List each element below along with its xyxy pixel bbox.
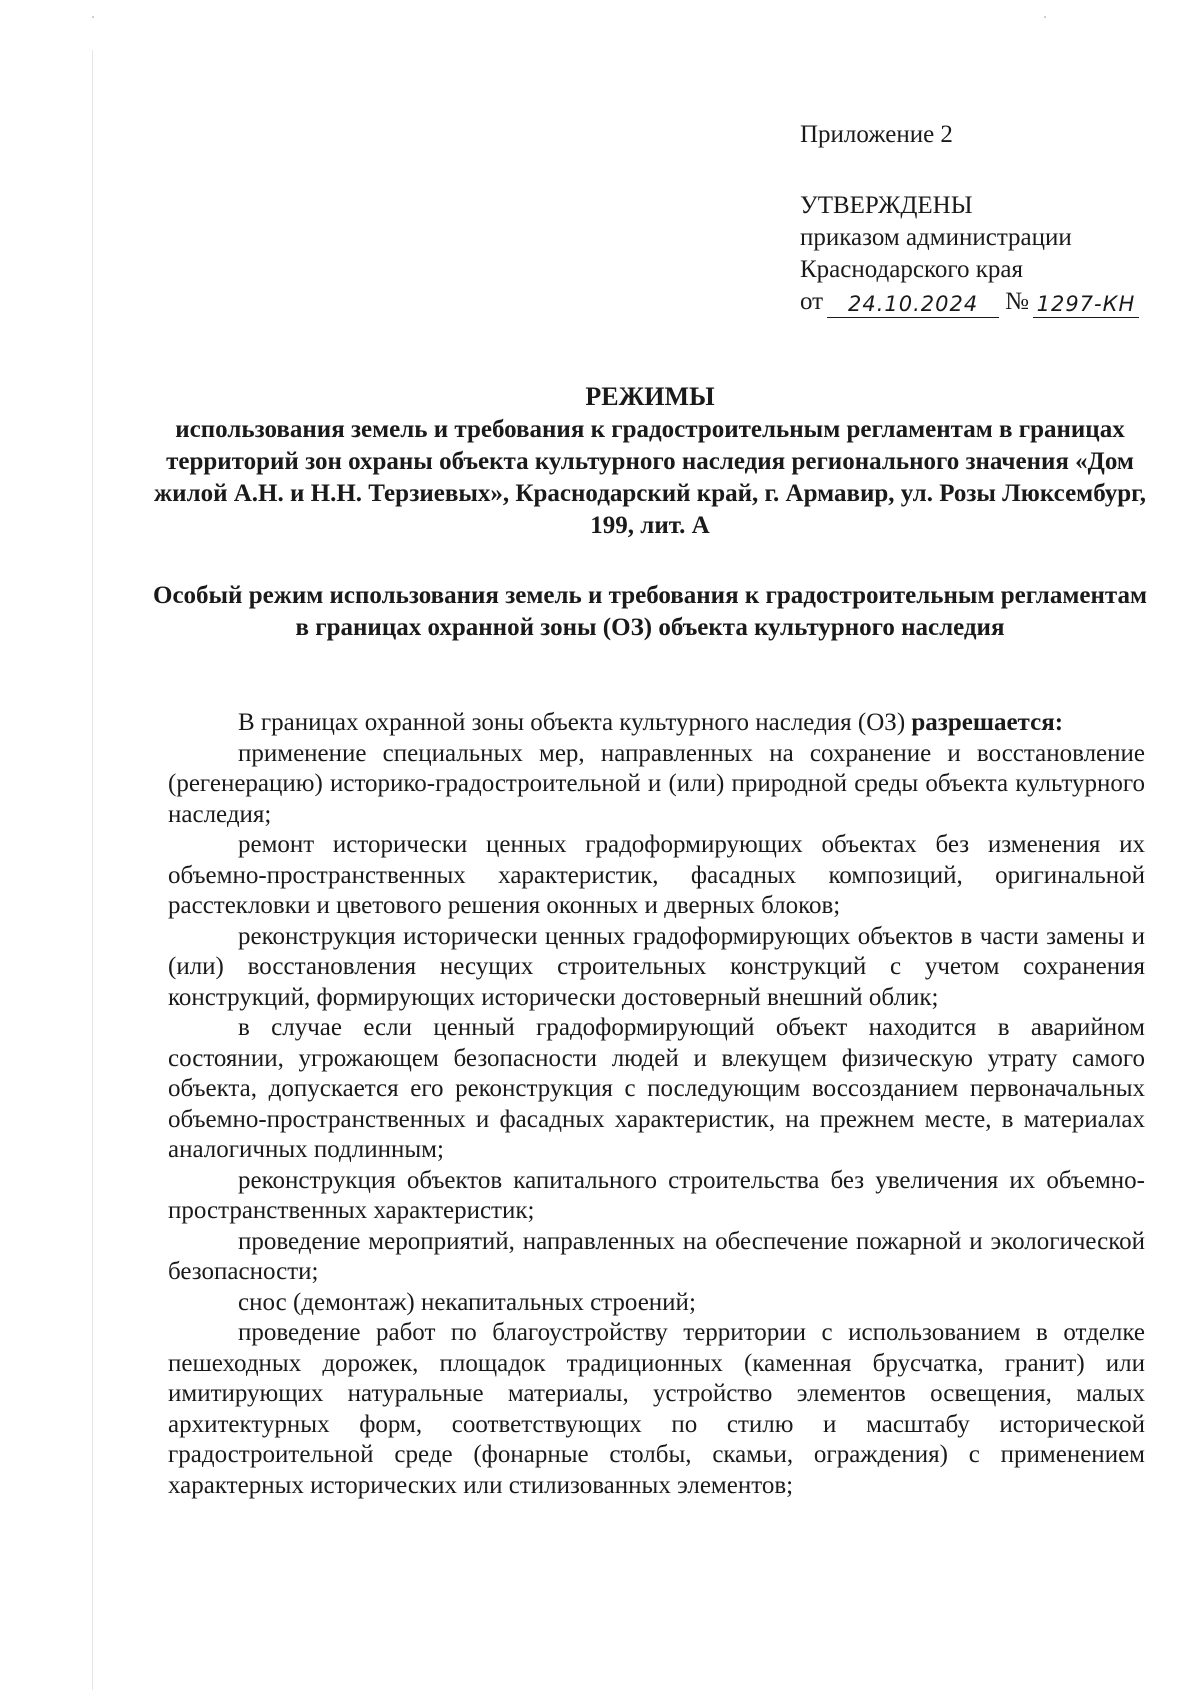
scan-speck xyxy=(92,16,94,18)
date-prefix: от xyxy=(800,288,824,315)
handwritten-number: 1297-КН xyxy=(1033,291,1139,318)
scan-speck xyxy=(1044,16,1046,18)
approved-line: Краснодарского края xyxy=(800,256,1023,283)
approved-line: приказом администрации xyxy=(800,224,1072,251)
section-heading: Особый режим использования земель и требования к градостроительным регламентам в границах охранной зоны (ОЗ) объекта культурного наследия xyxy=(153,582,1147,641)
list-item: проведение работ по благоустройству территории с использованием в отделке пешеходных дорожек, площадок традиционных (каменная брусчатка, гранит) или имитирующих натуральные материалы, устройство элементов освещения, малых архитектурных форм, соответствующих по стилю и масштабу исторической градостроительной среде (фонарные столбы, скамьи, ограждения) с применением характерных исторических или стилизованных элементов; xyxy=(168,1319,1145,1499)
order-date-line xyxy=(800,286,1139,318)
list-item: снос (демонтаж) некапитальных строений; xyxy=(238,1288,696,1316)
document-body xyxy=(168,708,1145,1501)
intro-bold: разрешается: xyxy=(911,709,1064,736)
approved-line: УТВЕРЖДЕНЫ xyxy=(800,192,973,219)
list-item: проведение мероприятий, направленных на обеспечение пожарной и экологической безопасности; xyxy=(168,1227,1145,1285)
intro-text: В границах охранной зоны объекта культурного наследия (ОЗ) xyxy=(238,709,906,736)
appendix-label: Приложение 2 xyxy=(800,121,953,148)
list-item: реконструкция объектов капитального строительства без увеличения их объемно-пространственных характеристик; xyxy=(168,1166,1145,1224)
list-item: в случае если ценный градоформирующий объект находится в аварийном состоянии, угрожающем безопасности людей и влекущем физическую утрату самого объекта, допускается его реконструкция с последующим воссозданием первоначальных объемно-пространственных и фасадных характеристик, на прежнем месте, в материалах аналогичных подлинным; xyxy=(168,1014,1145,1163)
number-prefix: № xyxy=(1005,288,1029,315)
list-item: реконструкция исторически ценных градоформирующих объектов в части замены и (или) восстановления несущих строительных конструкций с учетом сохранения конструкций, формирующих исторически достоверный внешний облик; xyxy=(168,922,1145,1011)
intro-paragraph xyxy=(168,708,1145,739)
approval-block xyxy=(800,190,1139,318)
scan-margin-line xyxy=(92,50,93,1690)
title-subtitle: использования земель и требования к градостроительным регламентам в границах территорий зон охраны объекта культурного наследия регионального значения «Дом жилой А.Н. и Н.Н. Терзиевых», Краснодарский край, г. Армавир, ул. Розы Люксембург, 199, лит. А xyxy=(154,416,1146,539)
list-item: применение специальных мер, направленных на сохранение и восстановление (регенерацию) историко-градостроительной и (или) природной среды объекта культурного наследия; xyxy=(168,739,1145,828)
title-main: РЕЖИМЫ xyxy=(585,382,715,411)
list-item: ремонт исторически ценных градоформирующих объектах без изменения их объемно-пространственных характеристик, фасадных композиций, оригинальной расстекловки и цветового решения оконных и дверных блоков; xyxy=(168,831,1145,919)
document-title xyxy=(150,380,1150,542)
handwritten-date: 24.10.2024 xyxy=(827,291,999,318)
